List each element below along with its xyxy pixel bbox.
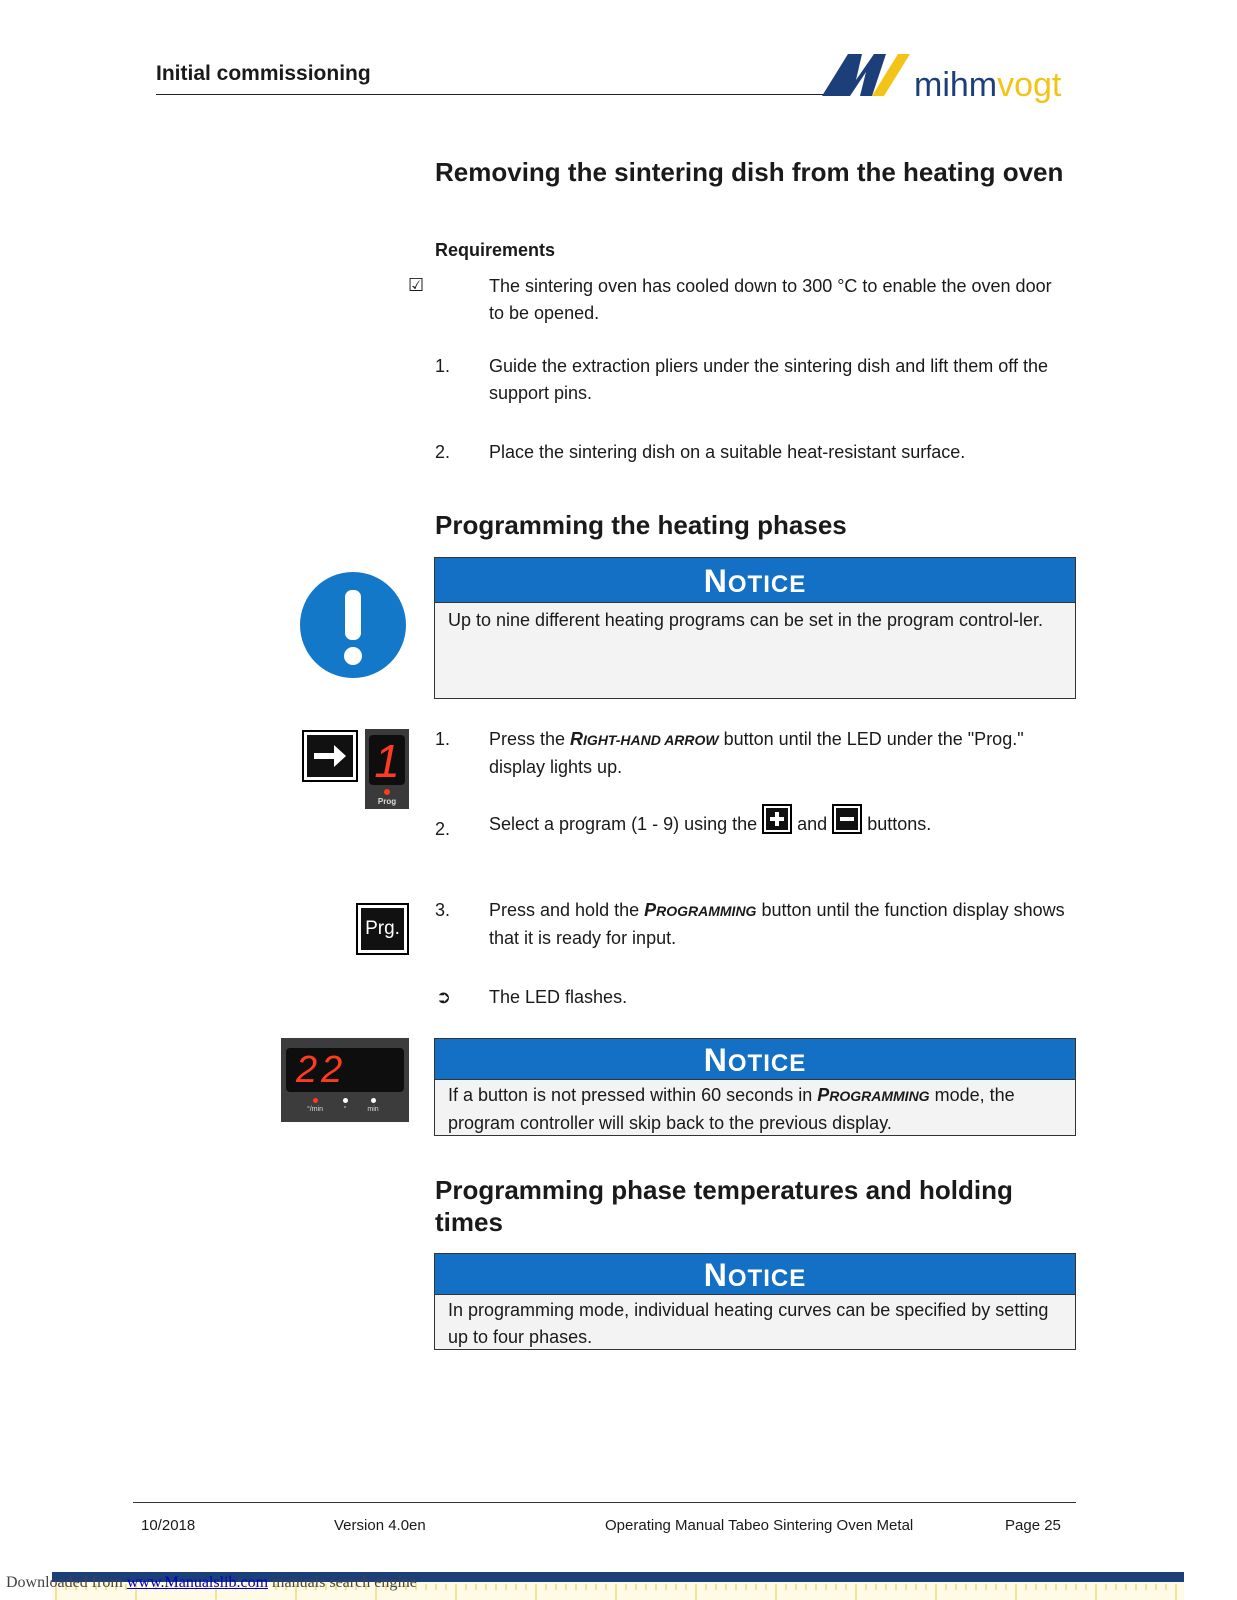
notice-title: NOTICE (435, 1254, 1075, 1295)
notice-text: In programming mode, individual heating curves can be specified by setting up to four phases. (448, 1300, 1049, 1347)
led-icon (384, 789, 390, 795)
exclamation-icon (300, 572, 406, 678)
step-text: Place the sintering dish on a suitable heat-resistant surface. (489, 442, 966, 462)
result-arrow-icon: ➲ (436, 987, 452, 1007)
led-icon (313, 1098, 318, 1103)
led-icon (343, 1098, 348, 1103)
section2-heading: Programming the heating phases (435, 510, 847, 540)
display-unit-label: ° (343, 1106, 347, 1113)
svg-text:mihmvogt: mihmvogt (914, 66, 1062, 104)
step-number: 3. (435, 900, 451, 920)
header-title: Initial commissioning (156, 62, 371, 85)
header-rule (156, 94, 826, 95)
notice-box (434, 1253, 1076, 1350)
led-icon (371, 1098, 376, 1103)
notice-box (434, 557, 1076, 699)
minus-button-icon (832, 804, 862, 834)
mihmvogt-logo (822, 50, 1102, 106)
step-text: Guide the extraction pliers under the sintering dish and lift them off the support pins. (489, 356, 1048, 403)
plus-button-icon (762, 804, 792, 834)
footer-page-number: Page 25 (1005, 1517, 1061, 1534)
step-number: 1. (435, 356, 451, 376)
notice-text: Up to nine different heating programs can be set in the program control-ler. (448, 610, 1044, 630)
right-arrow-button-icon (302, 730, 358, 782)
prog-display-label: Prog (377, 797, 397, 806)
button-name: PROGRAMMING (644, 900, 757, 920)
display-unit-label: min (367, 1106, 379, 1113)
prog-display-icon (365, 729, 409, 809)
result-text: The LED flashes. (489, 987, 628, 1007)
step-number: 2. (435, 442, 451, 462)
prg-button-label: Prg. (361, 908, 404, 950)
step-number: 2. (435, 819, 451, 839)
notice-text: If a button is not pressed within 60 seconds in PROGRAMMING mode, the program controller will skip back to the previous display. (448, 1085, 1015, 1133)
section3-heading: Programming phase temperatures and holding times (435, 1175, 1013, 1237)
footer-manual-title: Operating Manual Tabeo Sintering Oven Metal (605, 1517, 914, 1534)
footer-rule (133, 1502, 1076, 1503)
section1-heading: Removing the sintering dish from the heating oven (435, 157, 1064, 187)
notice-title: NOTICE (435, 1039, 1075, 1080)
notice-title: NOTICE (435, 558, 1075, 603)
step-number: 1. (435, 729, 451, 749)
footer-version: Version 4.0en (334, 1517, 426, 1534)
display-unit-label: °/min (306, 1106, 324, 1113)
step-text: Press and hold the PROGRAMMING button until the function display shows that it is ready for input. (489, 900, 1065, 948)
function-display-icon (281, 1038, 409, 1122)
step-text: Press the RIGHT-HAND ARROW button until the LED under the "Prog." display lights up. (489, 729, 1024, 777)
notice-box (434, 1038, 1076, 1136)
prog-display-digit: 1 (369, 735, 405, 785)
manualslib-link[interactable]: www.Manualslib.com (126, 1574, 269, 1591)
button-name: RIGHT-HAND ARROW (570, 729, 719, 749)
requirements-label: Requirements (435, 240, 556, 260)
mode-name: PROGRAMMING (817, 1085, 930, 1105)
requirement-text: The sintering oven has cooled down to 300 °C to enable the oven door to be opened. (489, 276, 1052, 323)
checkbox-icon: ☑ (408, 275, 425, 295)
footer-date: 10/2018 (141, 1517, 196, 1534)
prg-button-icon (356, 903, 409, 955)
download-note: Downloaded from www.Manualslib.com manuals search engine (6, 1574, 417, 1591)
step-text: Select a program (1 - 9) using the and buttons. (489, 804, 1069, 844)
function-display-value: 22 (286, 1048, 404, 1092)
